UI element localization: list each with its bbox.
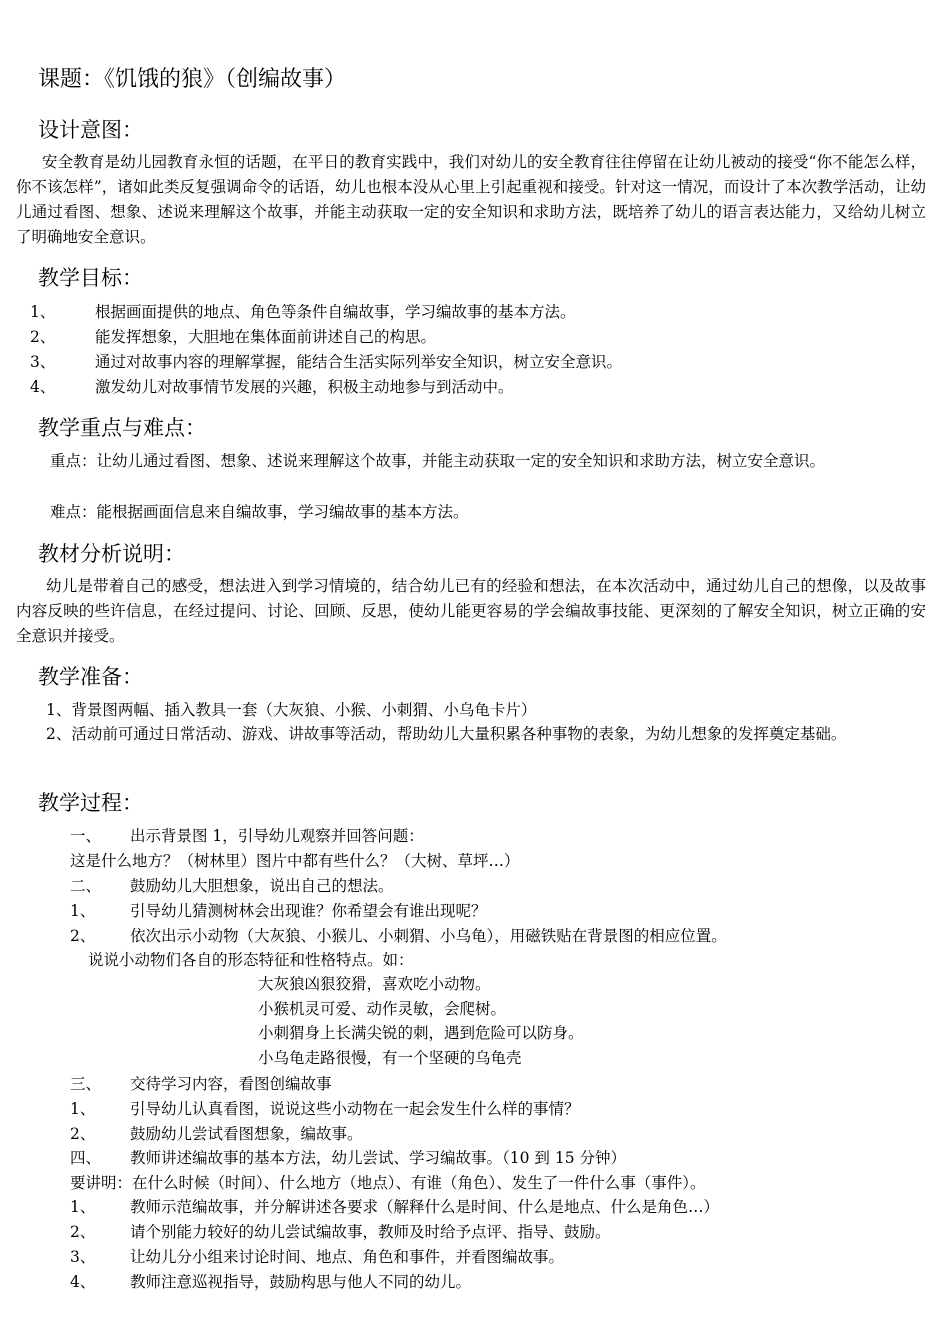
substep-text: 教师示范编故事，并分解讲述各要求（解释什么是时间、什么是地点、什么是角色…） (130, 1198, 720, 1216)
substep-number: 1、 (70, 902, 96, 920)
lesson-title: 课题：《饥饿的狼》（创编故事） (38, 67, 347, 92)
substep-text: 引导幼儿认真看图，说说这些小动物在一起会发生什么样的事情？ (130, 1100, 580, 1118)
step-text: 鼓励幼儿大胆想象，说出自己的想法。 (130, 877, 394, 895)
substep-text: 教师注意巡视指导，鼓励构思与他人不同的幼儿。 (130, 1273, 472, 1291)
goal-text: 根据画面提供的地点、角色等条件自编故事，学习编故事的基本方法。 (95, 303, 576, 321)
goal-text: 通过对故事内容的理解掌握，能结合生活实际列举安全知识，树立安全意识。 (95, 353, 623, 371)
substep-number: 2、 (70, 1223, 96, 1241)
animal-trait: 小刺猬身上长满尖锐的刺，遇到危险可以防身。 (258, 1024, 584, 1042)
keypoints-heading: 教学重点与难点： (38, 416, 206, 440)
substep-number: 2、 (70, 927, 96, 945)
substep-text: 让幼儿分小组来讨论时间、地点、角色和事件，并看图编故事。 (130, 1248, 565, 1266)
prep-item-2: 2、活动前可通过日常活动、游戏、讲故事等活动，帮助幼儿大量积累各种事物的表象，为幼儿想象的发挥奠定基础。 (46, 725, 847, 743)
difficulty-text: 难点：能根据画面信息来自编故事，学习编故事的基本方法。 (50, 503, 469, 521)
goals-heading: 教学目标： (38, 266, 143, 290)
goal-text: 激发幼儿对故事情节发展的兴趣，积极主动地参与到活动中。 (95, 378, 514, 396)
goal-number: 3、 (30, 353, 56, 371)
substep-number: 1、 (70, 1100, 96, 1118)
prep-heading: 教学准备： (38, 665, 143, 689)
step-note: 说说小动物们各自的形态特征和性格特点。如： (88, 951, 414, 969)
step-note: 要讲明：在什么时候（时间）、什么地方（地点）、有谁（角色）、发生了一件什么事（事件）。 (70, 1174, 706, 1192)
goal-number: 4、 (30, 378, 56, 396)
step-text: 出示背景图 1，引导幼儿观察并回答问题： (130, 827, 424, 845)
focus-paragraph: 重点：让幼儿通过看图、想象、述说来理解这个故事，并能主动获取一定的安全知识和求助方法，树立安全意识。 (50, 452, 826, 470)
animal-trait: 小猴机灵可爱、动作灵敏，会爬树。 (258, 1000, 507, 1018)
substep-text: 依次出示小动物（大灰狼、小猴儿、小刺猬、小乌龟），用磁铁贴在背景图的相应位置。 (130, 927, 727, 945)
design-paragraph: 安全教育是幼儿园教育永恒的话题，在平日的教育实践中，我们对幼儿的安全教育往往停留在让幼儿被动的接受“你不能怎么样，你不该怎样”，诸如此类反复强调命令的话语，幼儿也根本没从心里上引起重视和接受。针对这一情况，而设计了本次教学活动，让幼儿通过看图、想象、述说来理解这个故事，并能主动获取一定的安全知识和求助方法，既培养了幼儿的语言表达能力，又给幼儿树立了明确地安全意识。 (16, 153, 926, 246)
step-number: 二、 (70, 877, 102, 895)
substep-number: 4、 (70, 1273, 96, 1291)
step-text: 教师讲述编故事的基本方法，幼儿尝试、学习编故事。（10 到 15 分钟） (130, 1149, 626, 1167)
substep-text: 请个别能力较好的幼儿尝试编故事，教师及时给予点评、指导、鼓励。 (130, 1223, 611, 1241)
prep-item-1: 1、背景图两幅、插入教具一套（大灰狼、小猴、小刺猬、小乌龟卡片） (46, 701, 537, 719)
goal-number: 1、 (30, 303, 56, 321)
step-number: 三、 (70, 1075, 102, 1093)
substep-number: 3、 (70, 1248, 96, 1266)
substep-text: 引导幼儿猜测树林会出现谁？你希望会有谁出现呢？ (130, 902, 487, 920)
substep-number: 2、 (70, 1125, 96, 1143)
design-heading: 设计意图： (38, 118, 143, 142)
step-text: 交待学习内容，看图创编故事 (130, 1075, 332, 1093)
animal-trait: 小乌龟走路很慢，有一个坚硬的乌龟壳 (258, 1049, 522, 1067)
process-heading: 教学过程： (38, 791, 143, 815)
substep-text: 鼓励幼儿尝试看图想象，编故事。 (130, 1125, 363, 1143)
step-number: 四、 (70, 1149, 102, 1167)
substep-number: 1、 (70, 1198, 96, 1216)
step-question: 这是什么地方？（树林里）图片中都有些什么？（大树、草坪…） (70, 852, 520, 870)
analysis-paragraph: 幼儿是带着自己的感受，想法进入到学习情境的，结合幼儿已有的经验和想法，在本次活动中，通过幼儿自己的想像，以及故事内容反映的些许信息，在经过提问、讨论、回顾、反思，使幼儿能更容易的学会编故事技能、更深刻的了解安全知识，树立正确的安全意识并接受。 (16, 577, 926, 645)
step-number: 一、 (70, 827, 102, 845)
goal-number: 2、 (30, 328, 56, 346)
goal-text: 能发挥想象，大胆地在集体面前讲述自己的构思。 (95, 328, 437, 346)
animal-trait: 大灰狼凶狠狡猾，喜欢吃小动物。 (258, 975, 491, 993)
analysis-heading: 教材分析说明： (38, 542, 185, 566)
